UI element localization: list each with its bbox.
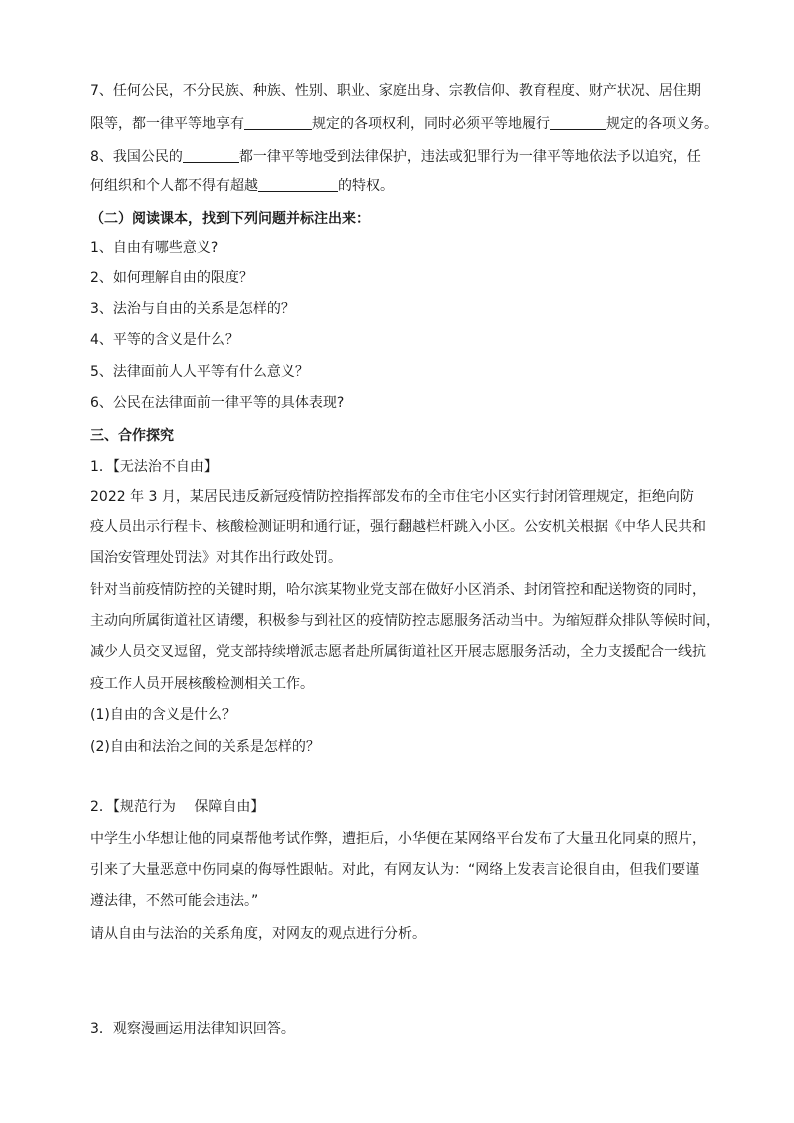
fill-blank-3[interactable]	[183, 148, 239, 163]
fill-blank-1[interactable]	[244, 115, 312, 130]
item8-line2	[90, 176, 710, 196]
case1-question-1: (1)自由的含义是什么？	[90, 707, 236, 723]
item8-line1	[90, 147, 710, 167]
case1-para1-line1: 2022 年 3 月，某居民违反新冠疫情防控指挥部发布的全市住宅小区实行封闭管理规定，拒绝向防	[90, 489, 694, 505]
case1-para2-line1: 针对当前疫情防控的关键时期，哈尔滨某物业党支部在做好小区消杀、封闭管控和配送物资的同时，	[90, 582, 706, 598]
item7-line1: 7、任何公民，不分民族、种族、性别、职业、家庭出身、宗教信仰、教育程度、财产状况、居住期	[90, 83, 701, 99]
reading-question-4: 4、平等的含义是什么？	[90, 332, 239, 348]
item8-text-c: 何组织和个人都不得有超越	[90, 178, 258, 194]
item7-text-a: 限等，都一律平等地享有	[90, 116, 244, 132]
item8-text-a: 8、我国公民的	[90, 149, 183, 165]
case1-para1-line3: 国治安管理处罚法》对其作出行政处罚。	[90, 550, 342, 566]
fill-blank-2[interactable]	[550, 115, 606, 130]
case2-line3: 遵法律，不然可能会违法。”	[90, 893, 259, 909]
reading-question-6: 6、公民在法律面前一律平等的具体表现?	[90, 395, 345, 411]
case2-line1: 中学生小华想让他的同桌帮他考试作弊，遭拒后，小华便在某网络平台发布了大量丑化同桌的照片，	[90, 831, 706, 847]
item8-text-b: 都一律平等地受到法律保护，违法或犯罪行为一律平等地依法予以追究，任	[238, 149, 701, 165]
fill-blank-4[interactable]	[258, 177, 338, 192]
case2-line4: 请从自由与法治的关系角度，对网友的观点进行分析。	[90, 926, 426, 942]
item8-text-d: 的特权。	[338, 178, 394, 194]
cooperation-heading: 三、合作探究	[90, 428, 174, 444]
case3-title: 3．观察漫画运用法律知识回答。	[90, 1021, 295, 1037]
item7-text-b: 规定的各项权利，同时必须平等地履行	[312, 116, 550, 132]
case1-para2-line4: 疫工作人员开展核酸检测相关工作。	[90, 676, 314, 692]
item7-text-c: 规定的各项义务。	[606, 116, 718, 132]
reading-question-2: 2、如何理解自由的限度？	[90, 270, 253, 286]
case1-question-2: (2)自由和法治之间的关系是怎样的？	[90, 739, 320, 755]
reading-question-5: 5、法律面前人人平等有什么意义？	[90, 364, 309, 380]
case1-para2-line2: 主动向所属街道社区请缨，积极参与到社区的疫情防控志愿服务活动当中。为缩短群众排队等候时间，	[90, 613, 720, 629]
reading-question-3: 3、法治与自由的关系是怎样的？	[90, 301, 295, 317]
case2-title: 2．【规范行为 保障自由】	[90, 799, 265, 815]
case1-para2-line3: 减少人员交叉逗留，党支部持续增派志愿者赴所属街道社区开展志愿服务活动，全力支援配合一线抗	[90, 644, 706, 660]
case1-title: 1．【无法治不自由】	[90, 459, 218, 475]
case1-para1-line2: 疫人员出示行程卡、核酸检测证明和通行证，强行翻越栏杆跳入小区。公安机关根据《中华人民共和	[90, 519, 706, 535]
case2-line2: 引来了大量恶意中伤同桌的侮辱性跟帖。对此，有网友认为：“网络上发表言论很自由，但我们要谨	[90, 862, 700, 878]
reading-question-1: 1、自由有哪些意义?	[90, 240, 219, 256]
item7-line2	[90, 114, 718, 134]
reading-heading: （二）阅读课本，找到下列问题并标注出来：	[90, 211, 370, 227]
